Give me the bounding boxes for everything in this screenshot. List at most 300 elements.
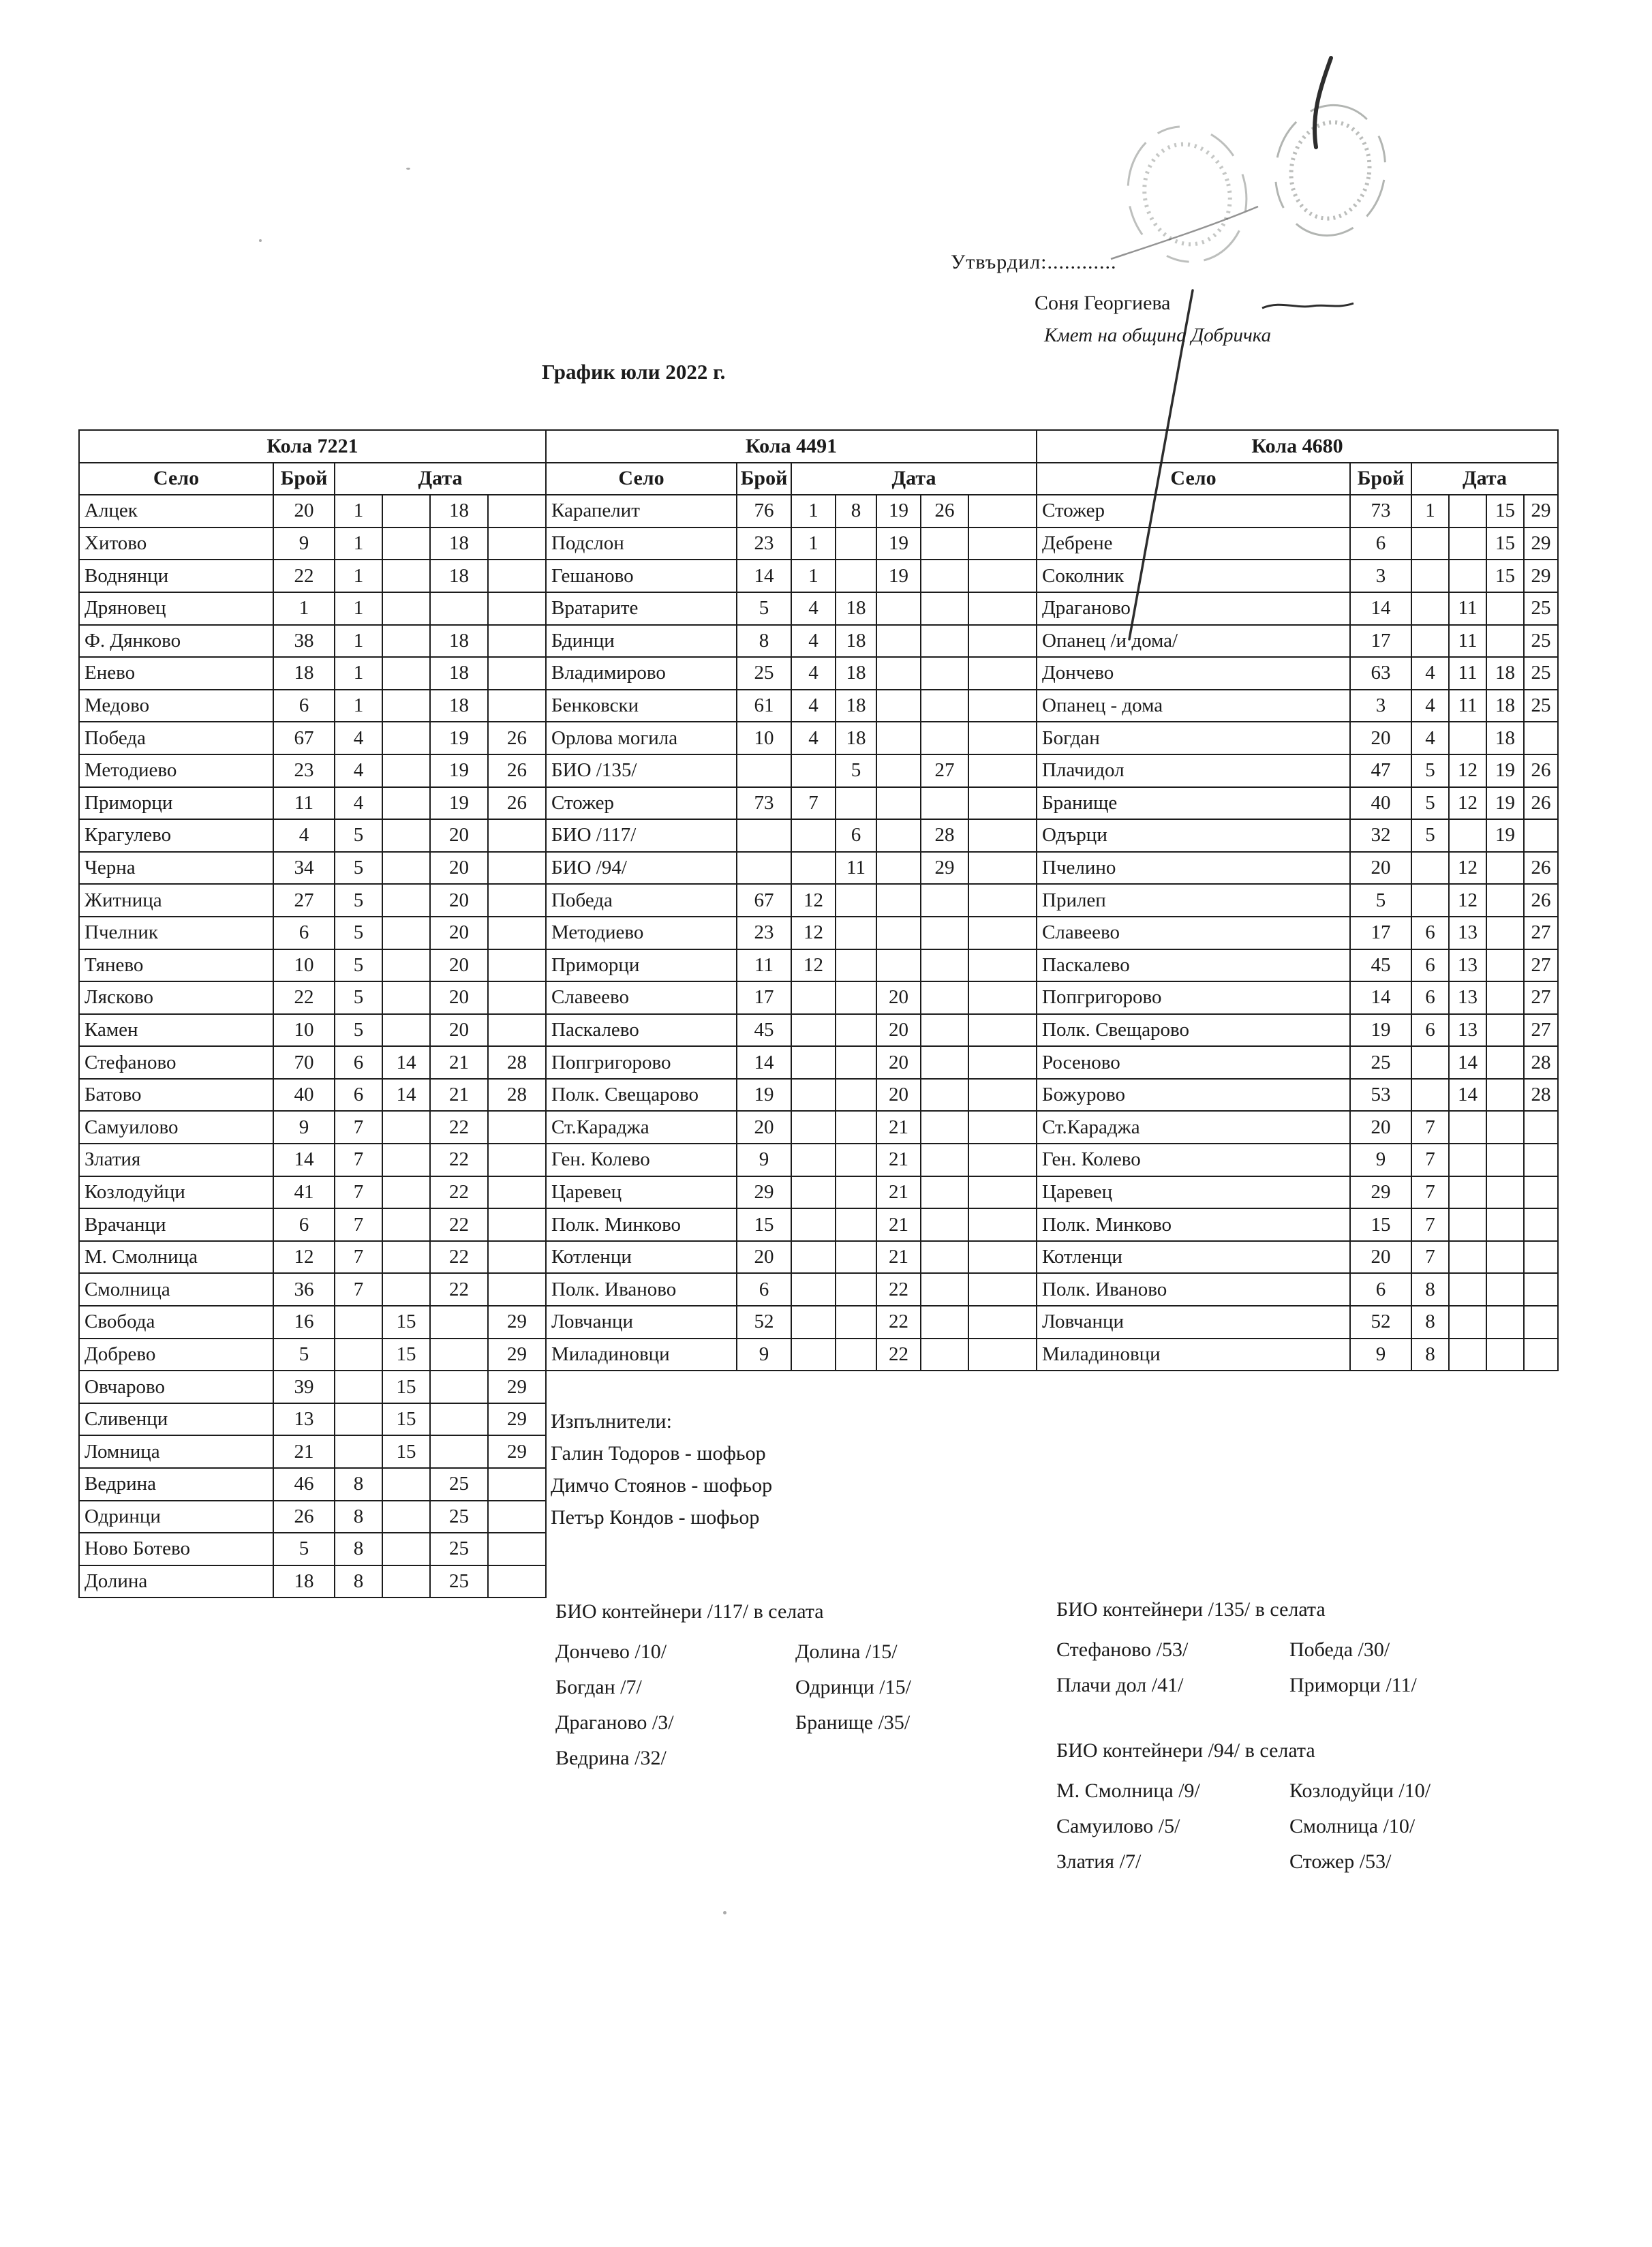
count-cell: 11 (737, 949, 791, 982)
count-cell: 9 (737, 1339, 791, 1371)
count-cell: 11 (273, 787, 335, 820)
date-cell (1411, 852, 1449, 885)
date-cell (968, 657, 1037, 690)
table-row (1037, 1176, 1558, 1209)
village-cell: Долина (79, 1565, 273, 1598)
date-cell (876, 625, 921, 658)
date-cell: 11 (1449, 625, 1486, 658)
date-cell: 21 (876, 1208, 921, 1241)
date-cell (921, 917, 968, 949)
count-cell: 23 (737, 528, 791, 560)
table-row (79, 1273, 546, 1306)
date-cell (488, 917, 546, 949)
date-cell: 29 (488, 1371, 546, 1403)
date-cell (836, 1014, 876, 1047)
bio-village: Бранище /35/ (795, 1711, 911, 1734)
table-row (1037, 787, 1558, 820)
table-row (546, 917, 1037, 949)
village-cell: БИО /117/ (546, 819, 737, 852)
village-cell: Хитово (79, 528, 273, 560)
table-row (546, 690, 1037, 722)
table-row (546, 1111, 1037, 1144)
date-cell: 15 (1486, 528, 1524, 560)
signature-stroke-top (1315, 58, 1331, 147)
date-cell: 22 (876, 1339, 921, 1371)
date-cell: 8 (1411, 1273, 1449, 1306)
bio-row (1056, 1632, 1417, 1668)
date-cell (488, 1014, 546, 1047)
date-cell (382, 981, 430, 1014)
date-cell (968, 1176, 1037, 1209)
date-cell: 28 (921, 819, 968, 852)
date-cell (488, 690, 546, 722)
column-header-selo: Село (546, 463, 737, 495)
table-row (546, 787, 1037, 820)
table-row (79, 1014, 546, 1047)
date-cell (488, 819, 546, 852)
date-cell: 20 (876, 1079, 921, 1112)
date-cell: 7 (791, 787, 836, 820)
table-row (546, 1144, 1037, 1176)
count-cell: 20 (1350, 852, 1411, 885)
count-cell: 13 (273, 1403, 335, 1436)
bio-row (1056, 1773, 1431, 1809)
table-row (546, 949, 1037, 982)
date-cell (836, 1306, 876, 1339)
count-cell: 14 (1350, 592, 1411, 625)
village-cell: Ст.Караджа (546, 1111, 737, 1144)
date-cell (876, 690, 921, 722)
date-cell: 6 (335, 1046, 382, 1079)
date-cell (876, 819, 921, 852)
table-row (1037, 819, 1558, 852)
date-cell: 7 (335, 1111, 382, 1144)
table-row (1037, 657, 1558, 690)
date-cell: 12 (791, 949, 836, 982)
date-cell (836, 1144, 876, 1176)
table-row (79, 1046, 546, 1079)
count-cell: 5 (737, 592, 791, 625)
date-cell (921, 949, 968, 982)
date-cell: 18 (836, 592, 876, 625)
village-cell: Крагулево (79, 819, 273, 852)
date-cell: 1 (1411, 495, 1449, 528)
bio-village: Стефаново /53/ (1056, 1638, 1189, 1661)
village-cell: Лясково (79, 981, 273, 1014)
date-cell: 6 (1411, 949, 1449, 982)
date-cell: 15 (1486, 495, 1524, 528)
village-cell: Полк. Минково (1037, 1208, 1350, 1241)
date-cell (382, 1533, 430, 1565)
bio-row (555, 1670, 911, 1705)
date-cell (1449, 819, 1486, 852)
approval-label: Утвърдил:............ (951, 251, 1117, 273)
table-row (79, 1533, 546, 1565)
date-cell: 25 (1524, 592, 1558, 625)
date-cell: 5 (335, 981, 382, 1014)
date-cell: 13 (1449, 949, 1486, 982)
date-cell (968, 949, 1037, 982)
date-cell: 14 (1449, 1046, 1486, 1079)
date-cell (488, 884, 546, 917)
village-cell: Миладиновци (546, 1339, 737, 1371)
count-cell: 4 (273, 819, 335, 852)
column-header-data: Дата (791, 463, 1037, 495)
date-cell: 27 (1524, 917, 1558, 949)
count-cell (737, 819, 791, 852)
count-cell: 5 (1350, 884, 1411, 917)
date-cell: 13 (1449, 1014, 1486, 1047)
date-cell (968, 1273, 1037, 1306)
stamp-left-outline (1114, 114, 1260, 275)
date-cell: 1 (335, 528, 382, 560)
date-cell: 20 (430, 819, 488, 852)
date-cell: 22 (430, 1111, 488, 1144)
date-cell (488, 592, 546, 625)
count-cell: 25 (737, 657, 791, 690)
date-cell: 7 (335, 1144, 382, 1176)
table-row (546, 1339, 1037, 1371)
date-cell (1486, 949, 1524, 982)
date-cell: 26 (488, 722, 546, 754)
date-cell (1411, 592, 1449, 625)
table-row (546, 1306, 1037, 1339)
count-cell: 46 (273, 1468, 335, 1501)
count-cell: 18 (273, 657, 335, 690)
date-cell: 29 (488, 1435, 546, 1468)
table-row (1037, 592, 1558, 625)
date-cell (1524, 1273, 1558, 1306)
date-cell: 28 (488, 1079, 546, 1112)
date-cell: 20 (430, 884, 488, 917)
village-cell: Одърци (1037, 819, 1350, 852)
date-cell: 12 (1449, 852, 1486, 885)
table-row (79, 1306, 546, 1339)
date-cell (382, 819, 430, 852)
village-cell: Методиево (546, 917, 737, 949)
date-cell: 4 (1411, 722, 1449, 754)
date-cell (1449, 1176, 1486, 1209)
table-row (1037, 1273, 1558, 1306)
bio-row (1056, 1809, 1431, 1844)
date-cell: 5 (836, 754, 876, 787)
date-cell (488, 1176, 546, 1209)
village-cell: Ген. Колево (546, 1144, 737, 1176)
date-cell (968, 917, 1037, 949)
schedule-table-kola-7221 (78, 429, 547, 1598)
date-cell: 18 (430, 560, 488, 592)
table-row (79, 819, 546, 852)
table-row (546, 625, 1037, 658)
date-cell (488, 1241, 546, 1274)
date-cell (488, 1501, 546, 1533)
date-cell: 7 (1411, 1111, 1449, 1144)
date-cell (1449, 1306, 1486, 1339)
date-cell: 15 (1486, 560, 1524, 592)
table-row (79, 754, 546, 787)
count-cell: 16 (273, 1306, 335, 1339)
count-cell: 14 (273, 1144, 335, 1176)
column-header-broy: Брой (273, 463, 335, 495)
count-cell: 53 (1350, 1079, 1411, 1112)
count-cell: 3 (1350, 690, 1411, 722)
bio-village: Богдан /7/ (555, 1676, 642, 1698)
date-cell (968, 754, 1037, 787)
count-cell: 17 (737, 981, 791, 1014)
date-cell (1486, 981, 1524, 1014)
count-cell: 32 (1350, 819, 1411, 852)
table-row (79, 1208, 546, 1241)
village-cell: Медово (79, 690, 273, 722)
date-cell (430, 1371, 488, 1403)
village-cell: Свобода (79, 1306, 273, 1339)
approver-title: Кмет на община Добричка (1044, 324, 1272, 346)
date-cell: 18 (430, 625, 488, 658)
village-cell: Методиево (79, 754, 273, 787)
stamp-right-outline (1266, 97, 1396, 245)
table-row (79, 852, 546, 885)
bio-village: М. Смолница /9/ (1056, 1779, 1200, 1802)
village-cell: Козлодуйци (79, 1176, 273, 1209)
date-cell: 29 (488, 1403, 546, 1436)
village-cell: Овчарово (79, 1371, 273, 1403)
count-cell: 15 (737, 1208, 791, 1241)
date-cell (836, 1079, 876, 1112)
count-cell: 17 (1350, 625, 1411, 658)
date-cell: 8 (836, 495, 876, 528)
date-cell: 1 (791, 560, 836, 592)
count-cell: 41 (273, 1176, 335, 1209)
count-cell: 5 (273, 1339, 335, 1371)
count-cell: 20 (1350, 1241, 1411, 1274)
count-cell: 22 (273, 981, 335, 1014)
date-cell (921, 657, 968, 690)
date-cell (968, 690, 1037, 722)
village-cell: Смолница (79, 1273, 273, 1306)
date-cell: 1 (335, 657, 382, 690)
date-cell (488, 657, 546, 690)
count-cell: 29 (1350, 1176, 1411, 1209)
table-row (79, 1339, 546, 1371)
village-cell: Приморци (546, 949, 737, 982)
date-cell (488, 852, 546, 885)
date-cell (382, 949, 430, 982)
count-cell: 6 (273, 1208, 335, 1241)
count-cell: 19 (1350, 1014, 1411, 1047)
date-cell: 7 (1411, 1208, 1449, 1241)
date-cell: 22 (430, 1208, 488, 1241)
table-row (1037, 690, 1558, 722)
table-row (546, 1079, 1037, 1112)
village-cell: Опанец - дома (1037, 690, 1350, 722)
date-cell (921, 1339, 968, 1371)
date-cell: 29 (1524, 560, 1558, 592)
date-cell (1411, 1046, 1449, 1079)
count-cell: 12 (273, 1241, 335, 1274)
bio-row (555, 1634, 911, 1670)
village-cell: Врачанци (79, 1208, 273, 1241)
count-cell (737, 754, 791, 787)
date-cell: 5 (335, 1014, 382, 1047)
date-cell: 4 (791, 722, 836, 754)
table-row (79, 949, 546, 982)
date-cell (791, 981, 836, 1014)
table-title-row (79, 430, 546, 463)
date-cell (876, 657, 921, 690)
village-cell: Полк. Минково (546, 1208, 737, 1241)
village-cell: Царевец (1037, 1176, 1350, 1209)
count-cell: 34 (273, 852, 335, 885)
date-cell: 15 (382, 1371, 430, 1403)
village-cell: Попгригорово (546, 1046, 737, 1079)
date-cell: 18 (430, 657, 488, 690)
date-cell (791, 1339, 836, 1371)
date-cell (1449, 528, 1486, 560)
count-cell: 9 (273, 1111, 335, 1144)
table-row (79, 884, 546, 917)
table-row (546, 592, 1037, 625)
date-cell (876, 754, 921, 787)
village-cell: Воднянци (79, 560, 273, 592)
date-cell: 22 (430, 1241, 488, 1274)
date-cell: 29 (1524, 495, 1558, 528)
date-cell: 25 (1524, 690, 1558, 722)
village-cell: М. Смолница (79, 1241, 273, 1274)
date-cell (1486, 592, 1524, 625)
date-cell: 8 (335, 1468, 382, 1501)
date-cell (791, 754, 836, 787)
table-row (546, 1273, 1037, 1306)
count-cell: 6 (273, 917, 335, 949)
date-cell: 29 (921, 852, 968, 885)
count-cell: 10 (273, 949, 335, 982)
date-cell: 18 (836, 625, 876, 658)
count-cell: 14 (737, 560, 791, 592)
table-row (79, 1111, 546, 1144)
bio-row (1056, 1668, 1417, 1703)
date-cell (921, 1241, 968, 1274)
date-cell: 18 (836, 690, 876, 722)
count-cell: 15 (1350, 1208, 1411, 1241)
table-row (1037, 981, 1558, 1014)
date-cell (382, 917, 430, 949)
date-cell: 5 (1411, 787, 1449, 820)
date-cell (968, 1079, 1037, 1112)
date-cell: 21 (876, 1111, 921, 1144)
table-row (1037, 1111, 1558, 1144)
date-cell (1449, 1241, 1486, 1274)
date-cell (836, 1339, 876, 1371)
date-cell (921, 528, 968, 560)
table-row (546, 560, 1037, 592)
date-cell: 27 (1524, 949, 1558, 982)
date-cell (382, 852, 430, 885)
bio-heading: БИО контейнери /135/ в селата (1056, 1598, 1326, 1621)
date-cell: 12 (1449, 787, 1486, 820)
date-cell (836, 1176, 876, 1209)
signature-stroke-over-dots (1111, 207, 1258, 259)
date-cell: 12 (791, 917, 836, 949)
date-cell: 13 (1449, 917, 1486, 949)
date-cell (488, 949, 546, 982)
table-title-row (1037, 430, 1558, 463)
village-cell: Енево (79, 657, 273, 690)
date-cell: 6 (836, 819, 876, 852)
date-cell: 22 (876, 1306, 921, 1339)
date-cell (836, 917, 876, 949)
table-row (1037, 1208, 1558, 1241)
date-cell (876, 852, 921, 885)
bio-village: Драганово /3/ (555, 1711, 674, 1734)
bio-village: Златия /7/ (1056, 1850, 1142, 1873)
table-row (1037, 1339, 1558, 1371)
date-cell: 4 (1411, 690, 1449, 722)
date-cell (791, 819, 836, 852)
table-header-row (79, 463, 546, 495)
village-cell: Паскалево (1037, 949, 1350, 982)
date-cell (1411, 560, 1449, 592)
date-cell (968, 528, 1037, 560)
date-cell (1449, 1111, 1486, 1144)
table-row (546, 1014, 1037, 1047)
village-cell: Стожер (1037, 495, 1350, 528)
count-cell: 26 (273, 1501, 335, 1533)
date-cell: 5 (335, 884, 382, 917)
date-cell: 21 (876, 1241, 921, 1274)
date-cell (382, 1565, 430, 1598)
date-cell (921, 981, 968, 1014)
count-cell: 20 (273, 495, 335, 528)
date-cell: 15 (382, 1435, 430, 1468)
date-cell: 8 (335, 1533, 382, 1565)
date-cell (1449, 1339, 1486, 1371)
table-row (79, 690, 546, 722)
village-cell: Росеново (1037, 1046, 1350, 1079)
date-cell: 21 (430, 1046, 488, 1079)
village-cell: Одринци (79, 1501, 273, 1533)
approver-name: Соня Георгиева (1035, 292, 1171, 314)
date-cell: 1 (791, 528, 836, 560)
date-cell (921, 1111, 968, 1144)
date-cell: 19 (876, 528, 921, 560)
village-cell: Житница (79, 884, 273, 917)
date-cell (335, 1339, 382, 1371)
date-cell (791, 852, 836, 885)
village-cell: Карапелит (546, 495, 737, 528)
date-cell (382, 592, 430, 625)
table-row (546, 754, 1037, 787)
date-cell: 7 (335, 1241, 382, 1274)
schedule-table-kola-4491 (545, 429, 1037, 1371)
count-cell: 73 (737, 787, 791, 820)
date-cell (968, 625, 1037, 658)
date-cell: 1 (335, 690, 382, 722)
table-row (79, 1435, 546, 1468)
table-title-row (546, 430, 1037, 463)
date-cell (382, 495, 430, 528)
date-cell (921, 1208, 968, 1241)
drivers-heading: Изпълнители: (551, 1410, 672, 1433)
village-cell: Дряновец (79, 592, 273, 625)
date-cell (836, 1241, 876, 1274)
village-cell: Славеево (546, 981, 737, 1014)
table-body (79, 495, 546, 1598)
table-row (1037, 852, 1558, 885)
table-row (79, 1501, 546, 1533)
village-cell: Божурово (1037, 1079, 1350, 1112)
village-cell: Сливенци (79, 1403, 273, 1436)
date-cell: 7 (1411, 1241, 1449, 1274)
